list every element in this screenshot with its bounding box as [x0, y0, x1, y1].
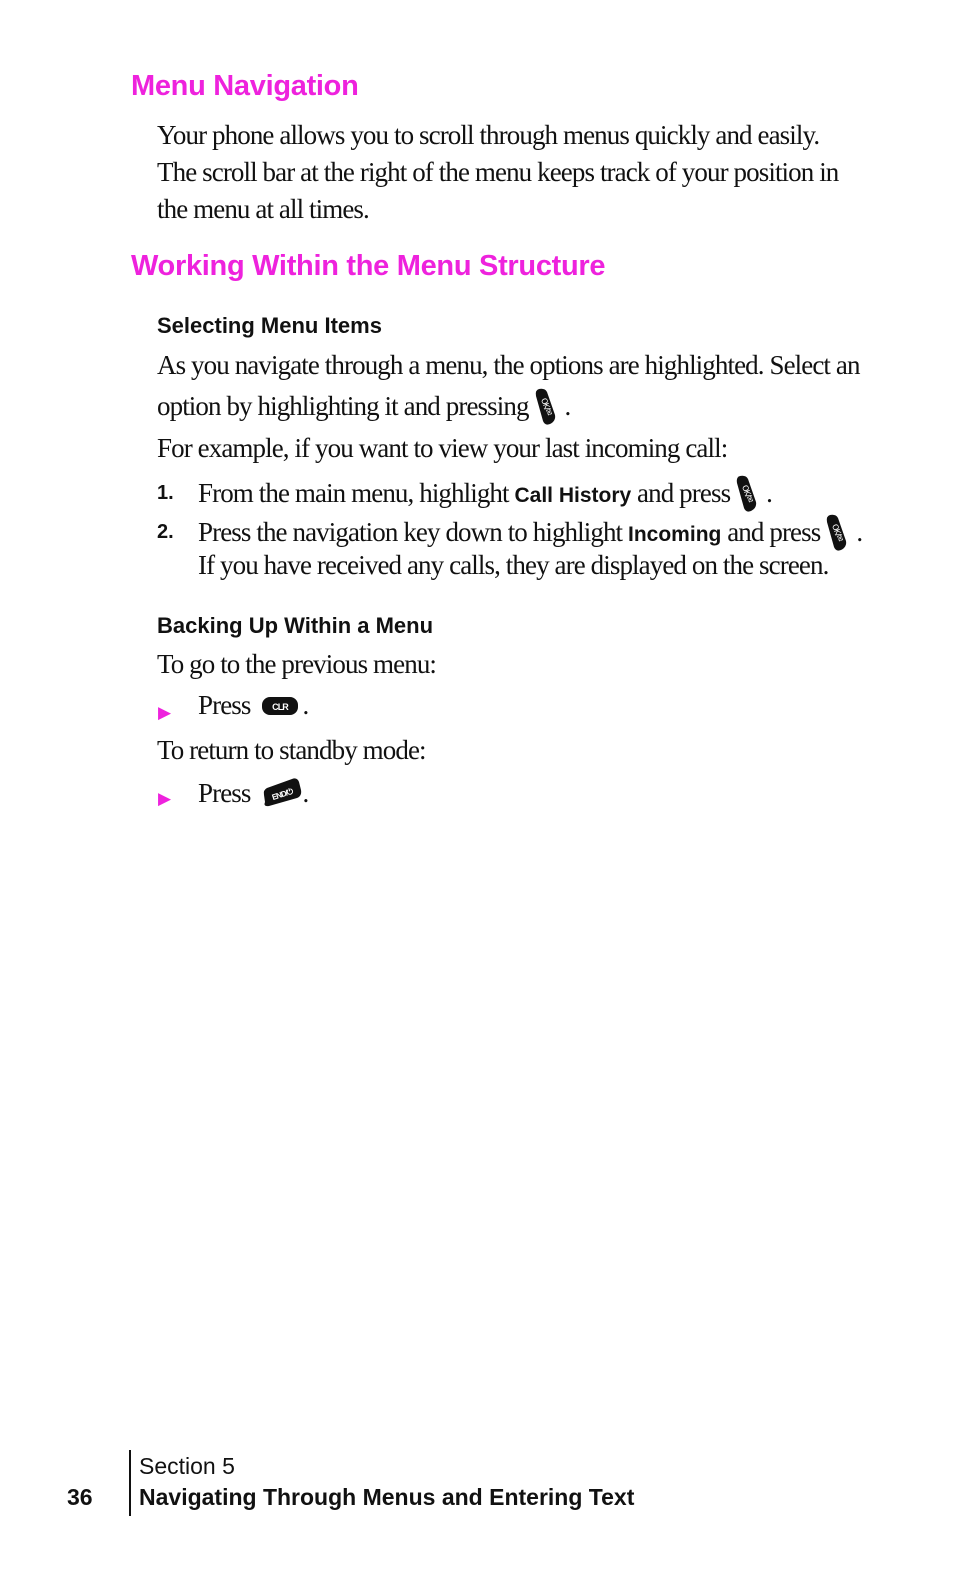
clr-key-icon: [261, 692, 299, 712]
bullet-press-end: Press END/⏻ .: [198, 778, 309, 808]
subheading-backing-up: Backing Up Within a Menu: [157, 613, 434, 638]
paragraph-selecting-text: option by highlighting it and pressing: [157, 391, 529, 421]
paragraph-menu-navigation: Your phone allows you to scroll through menus quickly and easily. The scroll bar at the right of the menu keeps track of your position in the menu at all times.: [157, 120, 839, 224]
bullet-arrow-icon: ▶: [158, 789, 172, 809]
step-2-term: Incoming: [628, 523, 722, 546]
ok-key-label: OK/✉: [830, 522, 846, 543]
paragraph-selecting-line-2: option by highlighting it and pressing OK/✉ .: [157, 387, 570, 427]
end-key-icon: [261, 776, 303, 808]
ok-key-label: OK/✉: [740, 483, 755, 504]
page-number: 36: [67, 1484, 93, 1510]
step-2-text: Press the navigation key down to highlight Incoming and press OK/✉ .: [198, 513, 862, 553]
paragraph-previous-menu: To go to the previous menu:: [157, 649, 437, 679]
subheading-selecting-menu-items: Selecting Menu Items: [157, 313, 382, 338]
clr-key-label: CLR: [271, 702, 288, 712]
ok-key-icon: [533, 387, 559, 427]
step-1-post: and press: [637, 478, 731, 508]
step-2-pre: Press the navigation key down to highlight: [198, 517, 623, 547]
bullet-press-clr: Press CLR .: [198, 690, 309, 720]
step-2-number: 2.: [157, 521, 174, 543]
bullet-arrow-icon: ▶: [158, 703, 172, 723]
step-1-term: Call History: [514, 484, 632, 507]
paragraph-example: For example, if you want to view your last incoming call:: [157, 433, 728, 463]
end-key-label: END/⏻: [270, 786, 294, 802]
footer-title: Navigating Through Menus and Entering Text: [139, 1484, 635, 1510]
ok-key-label: OK/✉: [538, 396, 554, 417]
ok-key-icon: [734, 474, 760, 514]
heading-menu-navigation: Menu Navigation: [131, 70, 359, 102]
footer-section: Section 5: [139, 1453, 235, 1479]
step-1-number: 1.: [157, 482, 174, 504]
step-2-continuation: If you have received any calls, they are displayed on the screen.: [198, 550, 829, 580]
step-1-pre: From the main menu, highlight: [198, 478, 509, 508]
step-1-text: From the main menu, highlight Call History and press OK/✉ .: [198, 474, 772, 514]
paragraph-standby: To return to standby mode:: [157, 735, 426, 765]
heading-working-within-menu: Working Within the Menu Structure: [131, 250, 606, 282]
paragraph-selecting-line-1: As you navigate through a menu, the options are highlighted. Select an: [157, 350, 860, 380]
ok-key-icon: [824, 513, 850, 553]
bullet-press-end-text: Press: [198, 778, 251, 808]
bullet-press-clr-text: Press: [198, 690, 251, 720]
footer-divider: [129, 1450, 131, 1516]
step-2-post: and press: [727, 517, 821, 547]
